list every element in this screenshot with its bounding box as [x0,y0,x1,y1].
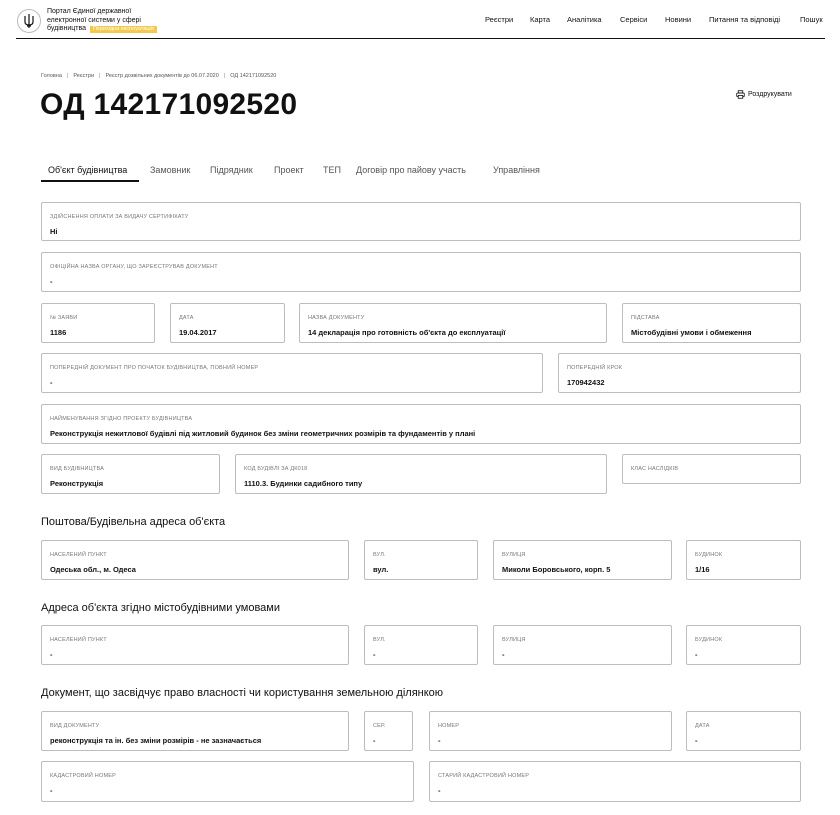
print-button[interactable] [736,90,792,99]
construction-type-value: Реконструкція [50,479,104,488]
payment-value: Ні [50,227,58,236]
construction-type-label: ВИД БУДІВНИЦТВА [50,466,105,472]
land-date-value: - [695,736,698,745]
urban-street-value: - [502,650,505,659]
application-number-label: № ЗАЯВИ [50,315,78,321]
postal-building-label: БУДИНОК [695,552,723,558]
postal-street-field [493,540,672,580]
application-number-field [41,303,155,343]
site-header [0,0,840,40]
urban-locality-label: НАСЕЛЕНИЙ ПУНКТ [50,637,107,643]
document-name-label: НАЗВА ДОКУМЕНТУ [308,315,365,321]
land-date-label: ДАТА [695,723,710,729]
urban-street-type-field [364,625,478,665]
organ-label: ОФІЦІЙНА НАЗВА ОРГАНУ, ЩО ЗАРЕЄСТРУВАВ ДОКУМЕНТ [50,264,218,270]
old-cadastral-number-label: СТАРИЙ КАДАСТРОВИЙ НОМЕР [438,773,530,779]
previous-document-field [41,353,543,393]
cadastral-number-field [41,761,414,802]
postal-street-type-field [364,540,478,580]
payment-label: ЗДІЙСНЕННЯ ОПЛАТИ ЗА ВИДАЧУ СЕРТИФІКАТУ [50,214,189,220]
postal-address-title: Поштова/Будівельна адреса об'єкта [41,516,226,528]
urban-street-type-value: - [373,650,376,659]
postal-locality-value: Одеська обл., м. Одеса [50,565,136,574]
old-cadastral-number-value: - [438,786,441,795]
nav-services[interactable]: Сервіси [620,15,648,24]
application-number-value: 1186 [50,328,67,337]
construction-type-field [41,454,220,494]
tab-tep[interactable]: ТЕП [323,165,341,175]
header-divider [16,38,825,39]
dk-code-field [235,454,607,494]
page-title: ОД 142171092520 [40,88,298,121]
postal-building-field [686,540,801,580]
land-document-title: Документ, що засвідчує право власності чи користування земельною ділянкою [41,687,444,699]
basis-label: ПІДСТАВА [631,315,660,321]
breadcrumb [41,73,276,79]
urban-locality-value: - [50,650,53,659]
land-number-label: НОМЕР [438,723,460,729]
cadastral-number-label: КАДАСТРОВИЙ НОМЕР [50,773,116,779]
breadcrumb-home[interactable]: Головна [41,73,62,79]
nav-analytics[interactable]: Аналітика [567,15,602,24]
breadcrumb-separator: | [99,73,101,79]
urban-locality-field [41,625,349,665]
project-name-value: Реконструкція нежитлової будівлі під житловий будинок без зміни геометричних розмірів та фундаментів у плані [50,429,476,438]
trident-logo-icon[interactable] [17,9,41,33]
breadcrumb-separator: | [223,73,226,79]
breadcrumb-current: ОД 142171092520 [230,73,277,79]
urban-building-value: - [695,650,698,659]
portal-title[interactable] [47,8,167,34]
land-series-label: СЕР. [373,723,386,729]
tab-object[interactable]: Об'єкт будівництва [48,165,128,175]
urban-street-label: ВУЛИЦЯ [502,637,526,643]
nav-news[interactable]: Новини [665,15,692,24]
cadastral-number-value: - [50,786,53,795]
urban-building-label: БУДИНОК [695,637,723,643]
nav-registries[interactable]: Реєстри [485,15,514,24]
project-name-label: НАЙМЕНУВАННЯ ЗГІДНО ПРОЕКТУ БУДІВНИЦТВА [50,416,193,422]
postal-street-type-label: ВУЛ. [373,552,386,558]
land-series-value: - [373,736,376,745]
land-date-field [686,711,801,751]
beta-badge: Перехідна експлуатація [90,26,157,33]
nav-faq[interactable]: Питання та відповіді [709,15,781,24]
consequence-class-label: КЛАС НАСЛІДКІВ [631,466,679,472]
postal-street-label: ВУЛИЦЯ [502,552,526,558]
previous-step-label: ПОПЕРЕДНІЙ КРОК [567,365,623,371]
land-series-field [364,711,413,751]
basis-value: Містобудівні умови і обмеження [631,328,752,337]
breadcrumb-separator: | [66,73,69,79]
urban-street-type-label: ВУЛ. [373,637,386,643]
consequence-class-field [622,454,801,484]
date-label: ДАТА [179,315,194,321]
postal-street-type-value: вул. [373,565,389,574]
date-field [170,303,285,343]
tab-customer[interactable]: Замовник [150,165,191,175]
urban-building-field [686,625,801,665]
project-name-field [41,404,801,444]
basis-field [622,303,801,343]
land-number-value: - [438,736,441,745]
portal-title-text: Портал Єдиної державної електронної системи у сфері будівництва [47,8,141,32]
tab-project[interactable]: Проект [274,165,304,175]
organ-field [41,252,801,292]
organ-value: - [50,277,53,286]
previous-step-value: 170942432 [567,378,605,387]
active-tab-indicator [41,180,139,182]
tab-contractor[interactable]: Підрядник [210,165,253,175]
land-document-type-label: ВИД ДОКУМЕНТУ [50,723,100,729]
dk-code-value: 1110.3. Будинки садибного типу [244,479,363,488]
postal-locality-label: НАСЕЛЕНИЙ ПУНКТ [50,552,107,558]
printer-icon [736,90,745,99]
print-label: Роздрукувати [748,91,792,98]
tab-share-agreement[interactable]: Договір про пайову участь [356,165,466,175]
payment-field [41,202,801,241]
nav-search[interactable]: Пошук [800,15,823,24]
postal-locality-field [41,540,349,580]
dk-code-label: КОД БУДІВЛІ ЗА ДК018 [244,466,308,472]
nav-map[interactable]: Карта [530,15,551,24]
tab-management[interactable]: Управління [493,165,540,175]
urban-street-field [493,625,672,665]
breadcrumb-registries[interactable]: Реєстри [73,73,95,79]
land-number-field [429,711,672,751]
land-document-type-field [41,711,349,751]
document-name-value: 14 декларація про готовність об'єкта до експлуатації [308,328,506,337]
land-document-type-value: реконструкція та ін. без зміни розмірів - не зазначається [50,736,262,745]
date-value: 19.04.2017 [179,328,217,337]
postal-building-value: 1/16 [695,565,710,574]
breadcrumb-registry[interactable]: Реєстр дозвільних документів до 06.07.2020 [105,73,219,79]
previous-document-value: - [50,378,53,387]
urban-address-title: Адреса об'єкта згідно містобудівними умовами [41,602,281,614]
previous-step-field [558,353,801,393]
postal-street-value: Миколи Боровського, корп. 5 [502,565,611,574]
document-name-field [299,303,607,343]
old-cadastral-number-field [429,761,801,802]
previous-document-label: ПОПЕРЕДНІЙ ДОКУМЕНТ ПРО ПОЧАТОК БУДІВНИЦТВА, ПОВНИЙ НОМЕР [50,365,259,371]
